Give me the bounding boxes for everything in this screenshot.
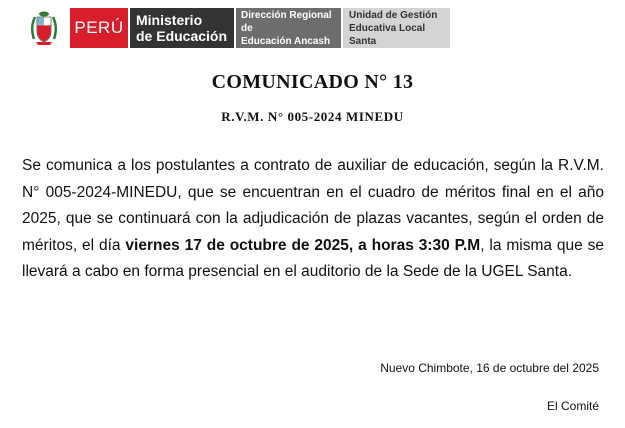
ugel-label: [343, 8, 450, 48]
peru-label: [70, 8, 128, 48]
peru-text: PERÚ: [74, 18, 124, 37]
ugel-line-1: Unidad de Gestión: [349, 9, 438, 21]
body-text-bold: viernes 17 de octubre de 2025, a horas 3:30 P.M: [125, 236, 481, 254]
place-and-date: Nuevo Chimbote, 16 de octubre del 2025: [380, 361, 599, 375]
ugel-line-2: Educativa Local Santa: [349, 22, 426, 47]
regional-line-2: Educación Ancash: [241, 35, 331, 47]
ministry-line-1: Ministerio: [136, 12, 203, 28]
ministry-label: [130, 8, 234, 48]
regional-line-1: Dirección Regional de: [241, 9, 332, 34]
body-text-part-1: Se comunica a los postulantes a contrato de auxiliar de educación, según la R.V.M. N° 005-2024-MINEDU, que se encuentran en el cuadro de méritos final en el año 2025, que se continuará con la adjudicación de plazas vacantes, según el orden de méritos, el día: [22, 157, 604, 254]
institutional-header: [22, 8, 450, 48]
document-subtitle: R.V.M. N° 005-2024 MINEDU: [221, 109, 404, 124]
document-title: COMUNICADO N° 13: [211, 71, 414, 93]
regional-direction-label: [236, 8, 341, 48]
signature: El Comité: [546, 399, 599, 413]
national-coat-of-arms-icon: [22, 8, 66, 48]
ministry-line-2: de Educación: [136, 28, 228, 44]
body-text-part-2: , la misma que se llevará a cabo en forma presencial en el auditorio de la Sede de la UGEL Santa.: [22, 236, 605, 280]
announcement-body: [22, 153, 604, 286]
